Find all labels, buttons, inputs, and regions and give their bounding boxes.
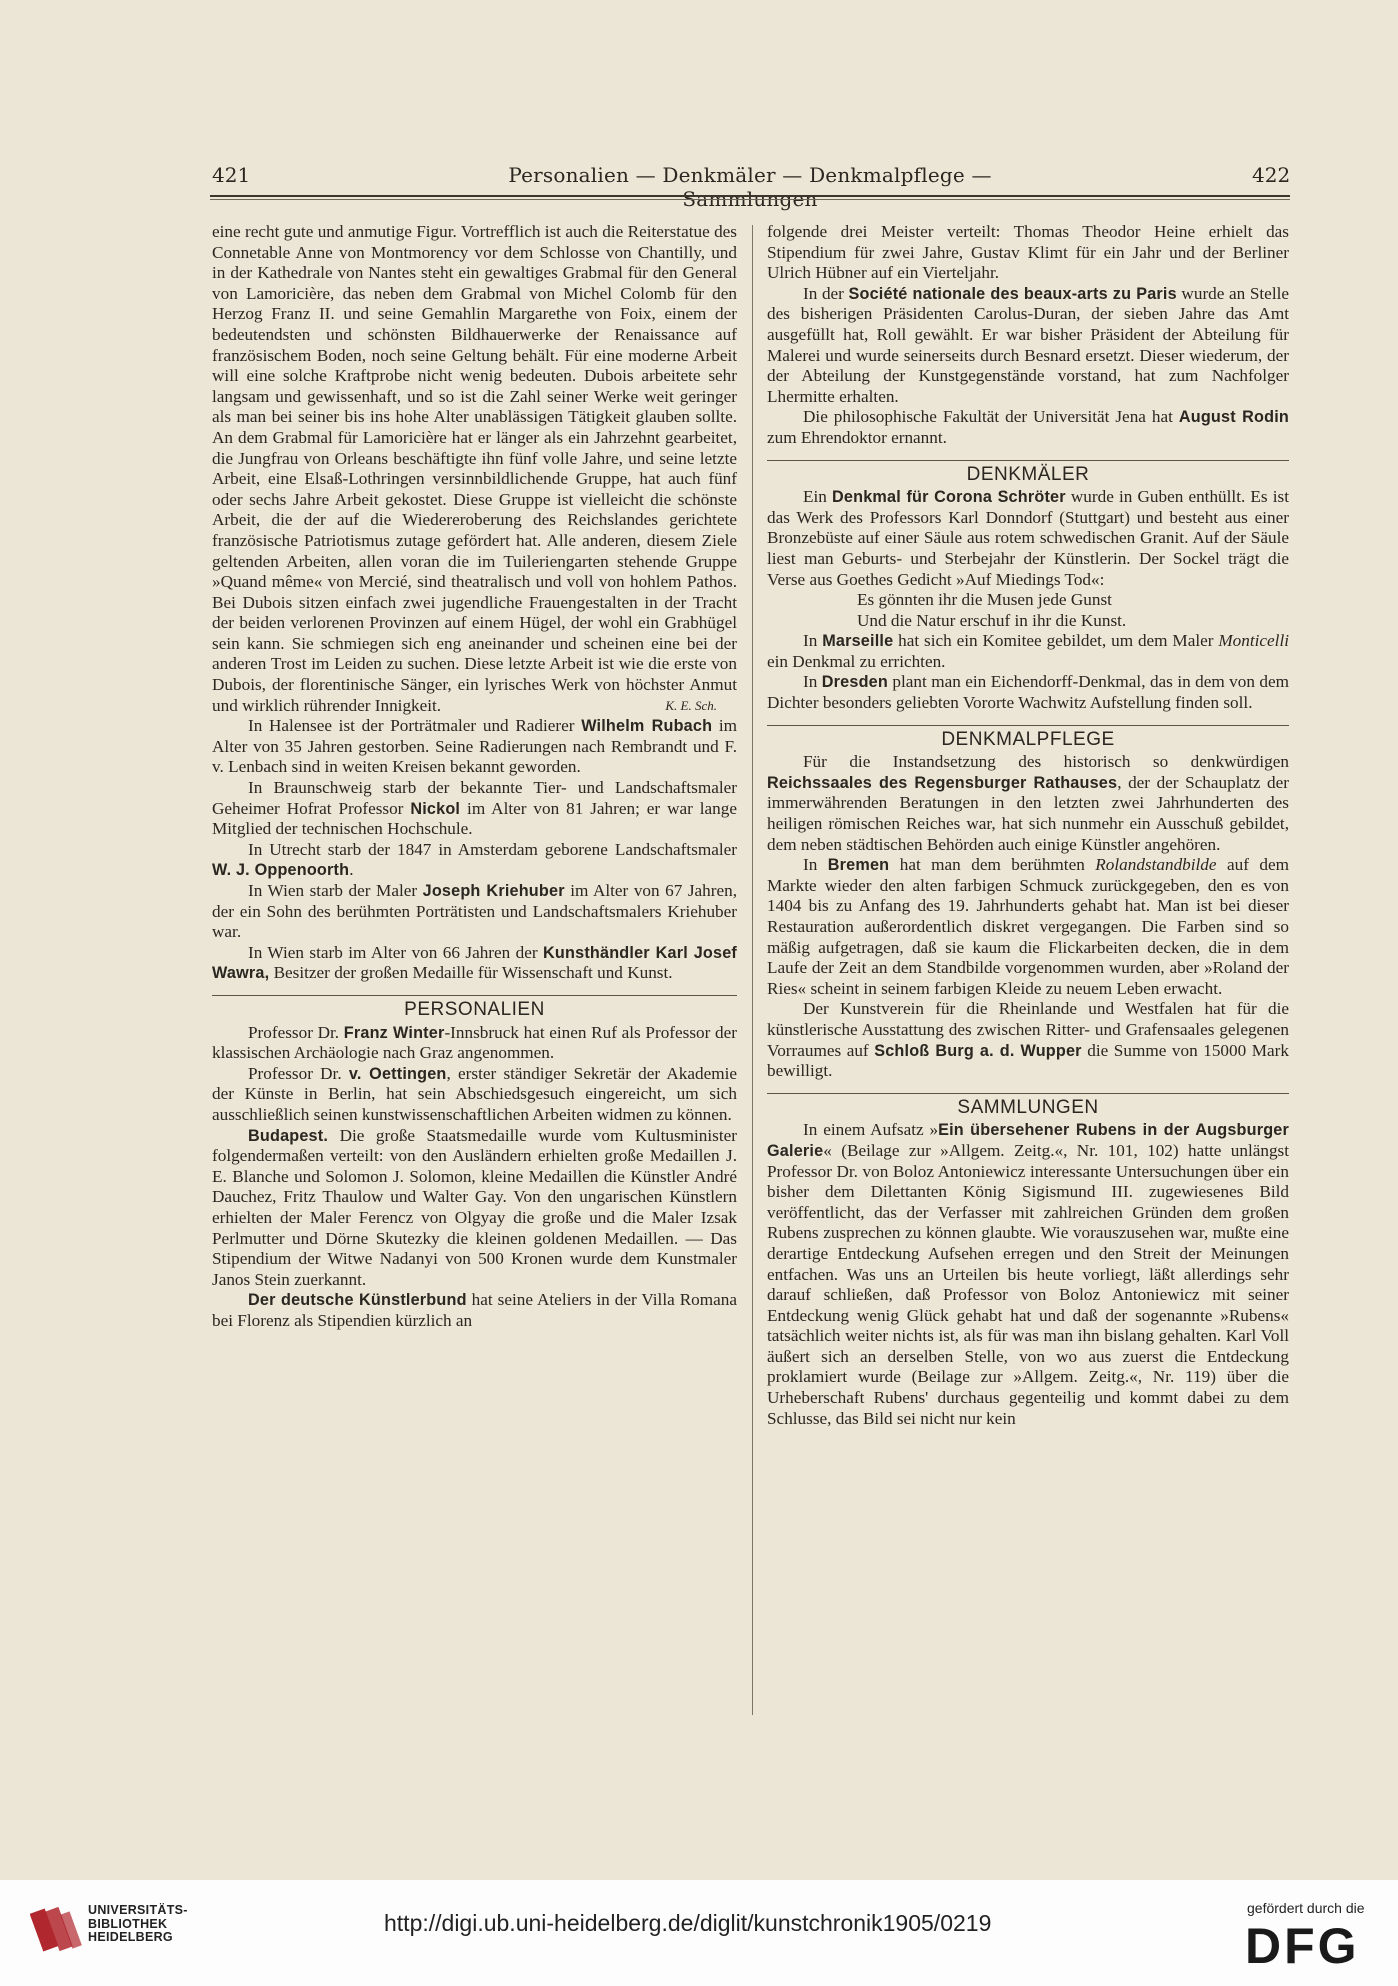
text-run: In — [803, 631, 823, 651]
text-run: . — [349, 860, 354, 880]
text-run: hat seine Ateliers in der Villa Romana bei Florenz als Stipendien kürzlich an — [212, 1290, 737, 1330]
section-rule — [767, 1093, 1289, 1094]
paragraph — [767, 672, 1289, 713]
text-run: In einem Aufsatz » — [803, 1120, 939, 1140]
text-run: Ein — [803, 487, 833, 507]
library-name-line: BIBLIOTHEK — [88, 1916, 168, 1931]
organization-name: Société nationale des beaux-arts zu Paris — [848, 284, 1177, 303]
paragraph — [212, 881, 737, 943]
paragraph — [212, 778, 737, 840]
text-run: wurde in Guben enthüllt. Es ist das Werk des Professors Karl Donndorf (Stuttgart) und besteht aus einer Bronzebüste auf einer Säule aus rotem schwedischen Granit. Auf der Säule liest man Geburts- und Sterbejahr der Künstlerin. Der Sockel trägt die Verse aus Goethes Gedicht »Auf Miedings Tod«: — [767, 487, 1289, 589]
university-library-logo-icon — [30, 1902, 84, 1956]
verse-line: Es gönnten ihr die Musen jede Gunst — [857, 590, 1112, 610]
text-run: Professor Dr. — [248, 1022, 344, 1042]
organization-name: Der deutsche Künstlerbund — [248, 1291, 467, 1310]
person-name: Nickol — [410, 799, 461, 818]
library-name — [88, 1904, 188, 1945]
person-name: Kunsthändler Karl Josef Wawra, — [212, 943, 737, 983]
building-name: Schloß Burg a. d. Wupper — [874, 1041, 1082, 1060]
source-url-link[interactable]: http://digi.ub.uni-heidelberg.de/diglit/kunstchronik1905/0219 — [384, 1910, 992, 1936]
text-run: Der Kunstverein für die Rheinlande und Westfalen hat für die künstlerische Ausstattung des zwischen Ritter- und Grafensaales gelegenen Vorraumes auf — [767, 999, 1289, 1060]
left-column — [212, 222, 737, 1331]
text-run: In — [803, 855, 828, 875]
italic-name: Rolandstandbilde — [1095, 855, 1217, 875]
monument-name: Denkmal für Corona Schröter — [832, 488, 1066, 507]
place-name: Bremen — [827, 856, 890, 875]
library-name-line: UNIVERSITÄTS- — [88, 1903, 188, 1917]
paragraph — [212, 1064, 737, 1126]
place-name: Budapest. — [248, 1126, 329, 1145]
running-title: Personalien — Denkmäler — Denkmalpflege — — [508, 163, 992, 187]
place-name: Marseille — [822, 632, 894, 651]
text-run: In Wien starb der Maler — [248, 881, 423, 900]
paragraph — [767, 284, 1289, 408]
text-run: Die große Staatsmedaille wurde vom Kultusminister folgendermaßen verteilt: von den Ausländern erhielten große Medaillen J. E. Blanche und Solomon J. Solomon, kleine Medaillen die Künstler André Dauchez, Fritz Thaulow und Walter Gay. Von den ungarischen Künstlern erhielten der Maler Ferencz von Olgyay die große und die Maler Izsak Perlmutter und Dörne Skutezky die kleinen goldenen Medaillen. — Das Stipendium der Witwe Nadanyi von 500 Kronen wurde dem Kunstmaler Janos Stein zuerkannt. — [212, 1125, 737, 1289]
library-name-line: HEIDELBERG — [88, 1930, 173, 1944]
paragraph: folgende drei Meister verteilt: Thomas Theodor Heine erhielt das Stipendium für zwei Jahre, Gustav Klimt für ein Jahr und der Berliner Ulrich Hübner auf ein Vierteljahr. — [767, 222, 1289, 283]
paragraph — [212, 716, 737, 778]
paragraph — [212, 222, 737, 716]
paragraph — [212, 840, 737, 881]
text-run: hat sich ein Komitee gebildet, um dem Maler — [893, 631, 1219, 651]
text-run: In — [803, 672, 822, 692]
paragraph — [767, 752, 1289, 855]
text-run: zum Ehrendoktor ernannt. — [767, 427, 947, 447]
place-name: Dresden — [821, 673, 888, 692]
text-run: Professor Dr. — [248, 1063, 349, 1083]
text-run: Besitzer der großen Medaille für Wissenschaft und Kunst. — [269, 963, 673, 983]
funded-by-label: gefördert durch die — [1247, 1900, 1365, 1916]
text-run: In der — [803, 283, 849, 303]
text-run: « (Beilage zur »Allgem. Zeitg.«, Nr. 101, 102) hatte unlängst Professor Dr. von Boloz Antoniewicz interessante Untersuchungen über ein bisher dem Dilettanten König Sigismund III. zugewiesenes Bild veröffentlicht, das der Verfasser mit zahlreichen Gründen dem großen Rubens zusprechen zu können glaubte. Wie vorauszusehen war, mußte eine derartige Entdeckung Aufsehen erregen und den Streit der Meinungen entfachen. Was uns an Urteilen bis heute vorliegt, läßt allerdings sehr darauf schließen, daß Professor von Boloz Antoniewicz mit seiner Entdeckung wenig Glück gehabt hat und daß der sogenannte »Rubens« tatsächlich weiter nichts ist, als für was man ihn bislang gehalten. Karl Voll äußert sich an derselben Stelle, von wo aus zuerst die Entdeckung proklamiert wurde (Beilage zur »Allgem. Zeitg.«, Nr. 119) über die Urheberschaft Rubens' durchaus gegenteilig und kommt dabei zu dem Schlusse, das Bild sei nicht nur kein — [767, 1140, 1289, 1428]
text-run: -Innsbruck hat einen Ruf als Professor der klassischen Archäologie nach Graz angenommen. — [212, 1022, 737, 1063]
section-rule — [212, 995, 737, 996]
paragraph — [767, 855, 1289, 999]
building-name: Reichssaales des Regensburger Rathauses — [767, 773, 1118, 792]
text-run: hat man dem berühmten — [889, 855, 1096, 875]
section-rule — [767, 725, 1289, 726]
text-run: In Halensee ist der Porträtmaler und Radierer — [248, 716, 582, 736]
person-name: Wilhelm Rubach — [581, 717, 713, 736]
column-divider — [752, 225, 753, 1715]
section-title-sammlungen: SAMMLUNGEN — [957, 1096, 1099, 1118]
italic-name: Monticelli — [1218, 631, 1289, 651]
paragraph — [767, 1120, 1289, 1429]
dfg-logo: DFG — [1245, 1918, 1360, 1974]
text-run: , der der Schauplatz der immerwährenden Beratungen in den letzten zwei Jahrhunderten des heiligen römischen Reiches war, hat sich nunmehr ein Ausschuß gebildet, dem neben städtischen Behörden auch einige Künstler angehören. — [767, 772, 1290, 854]
paragraph — [767, 407, 1289, 448]
paragraph-text: eine recht gute und anmutige Figur. Vortrefflich ist auch die Reiterstatue des Connetable Anne von Montmorency vor dem Schlosse von Chantilly, und in der Kathedrale von Nantes steht ein gewaltiges Grabmal für den General von Lamoricière, das neben dem Grabmal von Michel Colomb für den Herzog Franz II. und seine Gemahlin Margarethe von Foix, einem der bedeutendsten und schönsten Bildhauerwerke der Renaissance auf französischem Boden, noch seine Geltung behält. Für eine moderne Arbeit will eine solche Kraftprobe nicht wenig bedeuten. Dubois arbeitete sehr langsam und gewissenhaft, und so ist die Zahl seiner Werke weit geringer als man bei seiner bis ins hohe Alter unablässigen Tätigkeit glauben sollte. An dem Grabmal für Lamoricière hat er länger als ein Jahrzehnt gearbeitet, die Jungfrau von Orleans beschäftigte ihn fünf volle Jahre, und seine letzte Arbeit, eine Elsaß-Lothringen versinnbildlichende Gruppe, hat auch fünf oder sechs Jahre Arbeit gekostet. Diese Gruppe ist vielleicht die schönste Arbeit, die der auf die Wiedereroberung des Reichslandes gerichtete französische Patriotismus zutage gefördert hat. Alle anderen, diesem Ziele geltenden Arbeiten, allen voran die im Tuileriengarten stehende Gruppe »Quand même« von Mercié, sind theatralisch und voll von hohlem Pathos. Bei Dubois sitzen einfach zwei jugendliche Frauengestalten in der Tracht der beiden verlorenen Provinzen auf einem Hügel, der wohl ein Grabhügel sein kann. Sie schmiegen sich eng aneinander und scheinen eine bei der anderen Trost im Leiden zu suchen. Diese letzte Arbeit ist wie die erste von Dubois, der florentinische Sänger, ein lyrisches Werk von höchster Anmut und wirklich rührender Innigkeit. — [212, 222, 737, 715]
text-run: wurde an Stelle des bisherigen Präsidenten Carolus-Duran, der sieben Jahre das Amt ausgefüllt hat, Roll gewählt. Er war bisher Präsident der Abteilung für Malerei und wurde seinerseits durch Besnard ersetzt. Dieser wiederum, der der Abteilung der Kunstgegenstände vorstand, hat zum Nachfolger Lhermitte erhalten. — [767, 283, 1289, 406]
text-run: In Braunschweig starb der bekannte Tier- und Landschaftsmaler Geheimer Hofrat Professor — [212, 778, 737, 818]
header-rule-thin — [210, 199, 1290, 200]
paragraph — [767, 631, 1289, 672]
paragraph — [212, 1290, 737, 1331]
verse-line: Und die Natur erschuf in ihr die Kunst. — [857, 610, 1127, 630]
page-number-right: 422 — [1252, 163, 1291, 187]
paragraph — [212, 943, 737, 984]
text-run: auf dem Markte wieder den alten farbigen Schmuck zurückgegeben, den es von 1404 bis zu Anfang des 19. Jahrhunderts gehabt hat. Man ist bei dieser Restauration außerordentlich diskret vergegangen. Die Farben sind so mäßig aufgetragen, daß sie kaum die Flickarbeiten decken, die in dem Laufe der Zeit an dem Standbilde vorgenommen wurden, aber »Roland der Ries« scheint in seinem farbigen Kleide zu neuem Leben erwacht. — [767, 855, 1289, 998]
text-run: plant man ein Eichendorff-Denkmal, das in dem von dem Dichter besonders geliebten Vororte Wachwitz Aufstellung finden soll. — [767, 672, 1289, 713]
text-run: im Alter von 35 Jahren gestorben. Seine Radierungen nach Rembrandt und F. v. Lenbach sind in weiten Kreisen bekannt geworden. — [212, 716, 737, 777]
text-run: im Alter von 81 Jahren; er war lange Mitglied der technischen Hochschule. — [212, 798, 737, 839]
text-run: ein Denkmal zu errichten. — [767, 651, 946, 671]
text-run: In Wien starb im Alter von 66 Jahren der — [248, 942, 544, 962]
paragraph — [767, 999, 1289, 1081]
person-name: Joseph Kriehuber — [422, 882, 565, 900]
text-run: Für die Instandsetzung des historisch so denkwürdigen — [803, 752, 1289, 772]
author-signature: K. E. Sch. — [665, 697, 717, 713]
footer-bar — [0, 1880, 1398, 1986]
page-number-left: 421 — [212, 163, 251, 187]
person-name: August Rodin — [1178, 408, 1290, 427]
text-run: , erster ständiger Sekretär der Akademie der Künste in Berlin, hat sein Abschiedsgesuch eingereicht, um sich ausschließlich seinen kunstwissenschaftlichen Arbeiten widmen zu können. — [212, 1063, 737, 1124]
header-rule — [210, 195, 1290, 197]
text-run: die Summe von 15000 Mark bewilligt. — [767, 1040, 1290, 1081]
text-run: im Alter von 67 Jahren, der ein Sohn des berühmten Porträtisten und Landschaftsmalers Kriehuber war. — [212, 881, 738, 942]
paragraph — [212, 1126, 737, 1291]
paragraph — [767, 487, 1289, 590]
section-title-denkmalpflege: DENKMALPFLEGE — [941, 728, 1115, 750]
person-name: v. Oettingen — [348, 1064, 447, 1083]
text-run: Die philosophische Fakultät der Universität Jena hat — [803, 407, 1179, 427]
section-title-personalien: PERSONALIEN — [404, 998, 545, 1020]
person-name: Franz Winter — [343, 1023, 445, 1042]
section-title-denkmaeler: DENKMÄLER — [966, 463, 1090, 485]
right-column — [767, 222, 1289, 1429]
section-rule — [767, 460, 1289, 461]
article-title: Ein übersehener Rubens in der Augsburger Galerie — [767, 1121, 1289, 1160]
text-run: In Utrecht starb der 1847 in Amsterdam geborene Landschaftsmaler — [248, 839, 737, 859]
paragraph — [212, 1023, 737, 1064]
person-name: W. J. Oppenoorth — [212, 861, 350, 880]
